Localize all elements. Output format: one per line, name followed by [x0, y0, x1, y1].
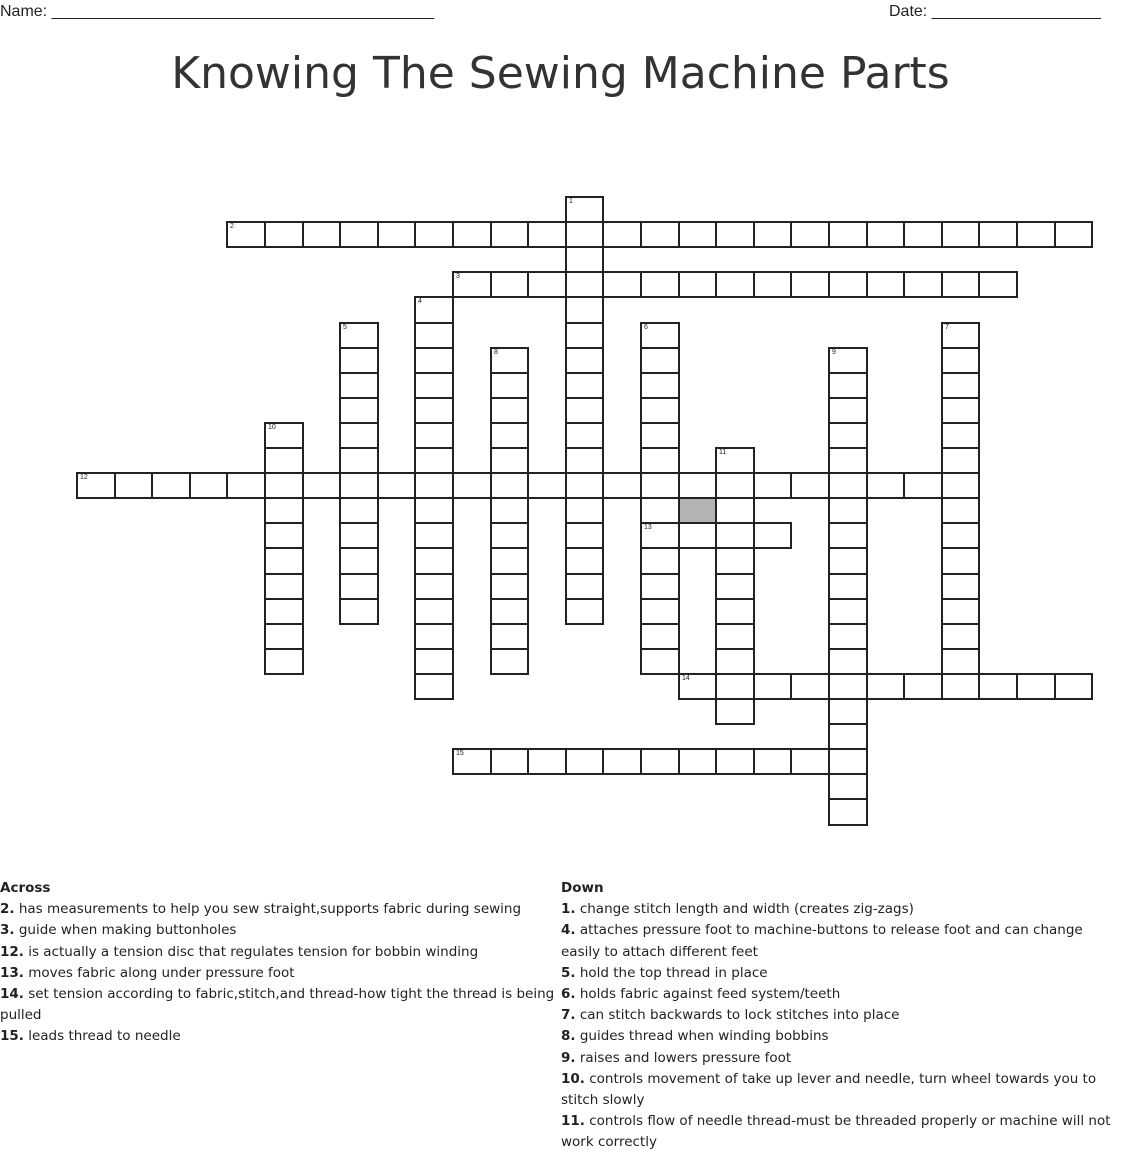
clue-item [561, 899, 1119, 920]
grid-cell[interactable] [941, 598, 980, 625]
clue-number: 11 [719, 449, 727, 456]
grid-cell[interactable] [302, 221, 341, 248]
grid-cell[interactable] [565, 573, 604, 600]
grid-cell[interactable] [565, 322, 604, 349]
grid-cell[interactable] [527, 271, 567, 298]
grid-cell[interactable] [1016, 673, 1056, 700]
clue-number: 9 [832, 349, 836, 356]
clue-number: 12 [80, 474, 88, 481]
grid-cell[interactable] [565, 246, 604, 273]
grid-cell[interactable] [452, 472, 492, 499]
grid-cell[interactable] [640, 547, 680, 575]
grid-cell[interactable] [640, 598, 680, 625]
clue-item-text: raises and lowers pressure foot [579, 1049, 792, 1066]
grid-cell[interactable] [828, 397, 868, 424]
grid-cell[interactable] [302, 472, 341, 499]
grid-cell[interactable] [490, 623, 529, 650]
page-title: Knowing The Sewing Machine Parts [171, 48, 950, 99]
grid-cell[interactable] [414, 497, 454, 524]
clue-item-text: controls flow of needle thread-must be threaded properly or machine will not work correctly [561, 1113, 1111, 1151]
grid-cell[interactable] [903, 271, 943, 298]
grid-cell[interactable] [941, 497, 980, 524]
grid-cell[interactable] [565, 748, 604, 775]
grid-cell[interactable] [640, 573, 680, 600]
clue-item-number: 7. [561, 1007, 576, 1024]
grid-cell[interactable] [414, 547, 454, 575]
grid-cell[interactable] [602, 472, 642, 499]
grid-cell[interactable] [490, 748, 529, 775]
grid-cell[interactable] [941, 623, 980, 650]
grid-cell[interactable] [941, 522, 980, 549]
grid-cell[interactable] [264, 472, 304, 499]
clue-number: 4 [418, 298, 422, 305]
grid-cell[interactable] [490, 422, 529, 449]
grid-cell[interactable] [490, 271, 529, 298]
grid-cell[interactable] [377, 221, 416, 248]
grid-cell[interactable] [678, 522, 717, 549]
clue-item-text: moves fabric along under pressure foot [28, 964, 295, 981]
grid-cell[interactable] [678, 271, 717, 298]
grid-cell[interactable] [753, 748, 792, 775]
grid-cell[interactable] [565, 447, 604, 474]
grid-cell[interactable] [715, 673, 755, 700]
grid-cell[interactable] [339, 573, 379, 600]
down-clues [561, 878, 1119, 1154]
grid-cell[interactable] [941, 447, 980, 474]
grid-cell[interactable] [866, 271, 905, 298]
grid-cell[interactable] [264, 547, 304, 575]
grid-cell[interactable] [339, 397, 379, 424]
clue-item-text: attaches pressure foot to machine-buttons to release foot and can change easily to attach different feet [561, 922, 1083, 960]
clue-item-text: guide when making buttonholes [18, 922, 237, 939]
grid-cell[interactable] [264, 598, 304, 625]
grid-cell[interactable] [339, 372, 379, 399]
grid-cell[interactable] [565, 598, 604, 625]
clue-item [0, 942, 560, 963]
grid-cell[interactable] [715, 698, 755, 725]
grid-cell[interactable] [226, 472, 266, 499]
clue-item [561, 1026, 1119, 1047]
grid-cell[interactable] [790, 271, 830, 298]
down-clue-list [561, 899, 1119, 1153]
clue-number: 7 [945, 324, 949, 331]
grid-cell[interactable] [828, 497, 868, 524]
clue-item-number: 11. [561, 1113, 585, 1130]
grid-cell[interactable] [414, 372, 454, 399]
grid-cell[interactable] [414, 296, 454, 324]
clue-item-text: has measurements to help you sew straight,supports fabric during sewing [18, 901, 522, 918]
clue-item [561, 1048, 1119, 1069]
clue-item-text: set tension according to fabric,stitch,and thread-how tight the thread is being pulled [0, 986, 555, 1024]
grid-cell[interactable] [414, 598, 454, 625]
grid-cell[interactable] [565, 372, 604, 399]
clue-number: 14 [682, 675, 690, 682]
grid-cell[interactable] [264, 573, 304, 600]
grid-cell[interactable] [1054, 221, 1093, 248]
grid-cell[interactable] [452, 221, 492, 248]
grid-cell[interactable] [828, 221, 868, 248]
grid-cell[interactable] [414, 648, 454, 675]
grid-cell[interactable] [565, 221, 604, 248]
grid-cell[interactable] [941, 347, 980, 374]
grid-cell[interactable] [339, 472, 379, 499]
grid-cell[interactable] [565, 296, 604, 324]
grid-cell[interactable] [866, 221, 905, 248]
clue-item-number: 10. [561, 1070, 585, 1087]
clue-number: 13 [644, 524, 652, 531]
grid-cell[interactable] [978, 673, 1018, 700]
grid-cell[interactable] [565, 522, 604, 549]
grid-cell[interactable] [114, 472, 153, 499]
clue-item-number: 8. [561, 1028, 576, 1045]
grid-cell[interactable] [414, 573, 454, 600]
grid-cell[interactable] [640, 372, 680, 399]
grid-cell[interactable] [490, 598, 529, 625]
grid-cell[interactable] [339, 347, 379, 374]
clue-number: 5 [343, 324, 347, 331]
grid-cell[interactable] [715, 522, 755, 549]
grid-cell[interactable] [264, 447, 304, 474]
name-field[interactable]: Name: ___________________________________________ [0, 3, 435, 20]
grid-cell[interactable] [565, 497, 604, 524]
grid-cell[interactable] [678, 221, 717, 248]
grid-cell[interactable] [715, 547, 755, 575]
grid-cell[interactable] [76, 472, 116, 499]
grid-cell[interactable] [715, 447, 755, 474]
grid-cell[interactable] [715, 748, 755, 775]
clue-item [0, 920, 560, 941]
grid-cell[interactable] [264, 522, 304, 549]
grid-cell[interactable] [527, 748, 567, 775]
grid-cell[interactable] [678, 748, 717, 775]
clue-number: 1 [569, 198, 573, 205]
grid-cell[interactable] [941, 322, 980, 349]
grid-cell[interactable] [490, 397, 529, 424]
grid-cell[interactable] [715, 271, 755, 298]
clue-item-number: 13. [0, 964, 24, 981]
grid-cell[interactable] [565, 397, 604, 424]
grid-cell[interactable] [828, 798, 868, 826]
clue-number: 8 [494, 349, 498, 356]
grid-cell[interactable] [414, 673, 454, 700]
grid-cell[interactable] [452, 271, 492, 298]
shaded-cell [678, 497, 717, 524]
grid-cell[interactable] [640, 522, 680, 549]
clue-item [561, 920, 1119, 962]
grid-cell[interactable] [828, 372, 868, 399]
grid-cell[interactable] [866, 673, 905, 700]
across-clues [0, 878, 560, 1048]
grid-cell[interactable] [339, 598, 379, 625]
grid-cell[interactable] [828, 773, 868, 800]
clue-item [0, 1026, 560, 1047]
clue-item-number: 12. [0, 943, 24, 960]
grid-cell[interactable] [1054, 673, 1093, 700]
grid-cell[interactable] [828, 598, 868, 625]
grid-cell[interactable] [490, 221, 529, 248]
grid-cell[interactable] [790, 221, 830, 248]
grid-cell[interactable] [226, 221, 266, 248]
grid-cell[interactable] [640, 347, 680, 374]
grid-cell[interactable] [414, 322, 454, 349]
clue-number: 2 [230, 223, 234, 230]
grid-cell[interactable] [264, 648, 304, 675]
grid-cell[interactable] [527, 472, 567, 499]
clue-item-text: is actually a tension disc that regulates tension for bobbin winding [28, 943, 479, 960]
clue-item [561, 1111, 1119, 1153]
grid-cell[interactable] [339, 547, 379, 575]
grid-cell[interactable] [602, 748, 642, 775]
grid-cell[interactable] [941, 221, 980, 248]
grid-cell[interactable] [339, 422, 379, 449]
grid-cell[interactable] [640, 472, 680, 499]
grid-cell[interactable] [414, 623, 454, 650]
grid-cell[interactable] [640, 422, 680, 449]
grid-cell[interactable] [941, 648, 980, 675]
grid-cell[interactable] [715, 623, 755, 650]
grid-cell[interactable] [790, 748, 830, 775]
grid-cell[interactable] [414, 397, 454, 424]
grid-cell[interactable] [490, 497, 529, 524]
grid-cell[interactable] [828, 547, 868, 575]
grid-cell[interactable] [640, 497, 680, 524]
down-heading: Down [561, 880, 604, 896]
clue-item [0, 963, 560, 984]
grid-cell[interactable] [151, 472, 191, 499]
grid-cell[interactable] [264, 623, 304, 650]
grid-cell[interactable] [828, 623, 868, 650]
grid-cell[interactable] [640, 221, 680, 248]
grid-cell[interactable] [640, 623, 680, 650]
grid-cell[interactable] [565, 196, 604, 223]
grid-cell[interactable] [452, 748, 492, 775]
grid-cell[interactable] [828, 723, 868, 750]
grid-cell[interactable] [264, 221, 304, 248]
grid-cell[interactable] [414, 447, 454, 474]
grid-cell[interactable] [828, 698, 868, 725]
grid-cell[interactable] [828, 748, 868, 775]
grid-cell[interactable] [640, 447, 680, 474]
grid-cell[interactable] [640, 271, 680, 298]
grid-cell[interactable] [339, 522, 379, 549]
grid-cell[interactable] [978, 271, 1018, 298]
grid-cell[interactable] [715, 598, 755, 625]
grid-cell[interactable] [828, 422, 868, 449]
grid-cell[interactable] [903, 221, 943, 248]
grid-cell[interactable] [339, 497, 379, 524]
grid-cell[interactable] [414, 422, 454, 449]
clue-item [561, 1069, 1119, 1111]
grid-cell[interactable] [828, 648, 868, 675]
grid-cell[interactable] [715, 573, 755, 600]
clue-number: 15 [456, 750, 464, 757]
grid-cell[interactable] [941, 397, 980, 424]
grid-cell[interactable] [828, 673, 868, 700]
clue-number: 10 [268, 424, 276, 431]
grid-cell[interactable] [828, 271, 868, 298]
grid-cell[interactable] [414, 221, 454, 248]
grid-cell[interactable] [565, 422, 604, 449]
clue-item-number: 14. [0, 986, 24, 1003]
date-field[interactable]: Date: ___________________ [889, 3, 1101, 20]
grid-cell[interactable] [527, 221, 567, 248]
grid-cell[interactable] [640, 748, 680, 775]
grid-cell[interactable] [715, 472, 755, 499]
clue-item [0, 899, 560, 920]
clue-item-number: 9. [561, 1049, 576, 1066]
clue-item-number: 1. [561, 901, 576, 918]
grid-cell[interactable] [264, 497, 304, 524]
grid-cell[interactable] [941, 372, 980, 399]
clue-item-number: 2. [0, 901, 15, 918]
grid-cell[interactable] [941, 573, 980, 600]
grid-cell[interactable] [715, 221, 755, 248]
grid-cell[interactable] [790, 472, 830, 499]
clue-item-number: 3. [0, 922, 15, 939]
grid-cell[interactable] [903, 472, 943, 499]
grid-cell[interactable] [715, 648, 755, 675]
clue-item-number: 5. [561, 964, 576, 981]
clue-number: 3 [456, 273, 460, 280]
across-heading: Across [0, 880, 51, 896]
grid-cell[interactable] [753, 271, 792, 298]
grid-cell[interactable] [828, 447, 868, 474]
clue-item-number: 4. [561, 922, 576, 939]
clue-item [561, 1005, 1119, 1026]
clue-item [0, 984, 560, 1026]
grid-cell[interactable] [602, 271, 642, 298]
grid-cell[interactable] [565, 271, 604, 298]
grid-cell[interactable] [978, 221, 1018, 248]
grid-cell[interactable] [490, 447, 529, 474]
grid-cell[interactable] [602, 221, 642, 248]
grid-cell[interactable] [490, 648, 529, 675]
grid-cell[interactable] [828, 347, 868, 374]
grid-cell[interactable] [678, 673, 717, 700]
grid-cell[interactable] [753, 472, 792, 499]
clue-item-text: hold the top thread in place [579, 964, 768, 981]
grid-cell[interactable] [828, 472, 868, 499]
grid-cell[interactable] [715, 497, 755, 524]
grid-cell[interactable] [640, 322, 680, 349]
grid-cell[interactable] [941, 472, 980, 499]
grid-cell[interactable] [490, 573, 529, 600]
grid-cell[interactable] [490, 547, 529, 575]
grid-cell[interactable] [790, 673, 830, 700]
grid-cell[interactable] [565, 347, 604, 374]
grid-cell[interactable] [866, 472, 905, 499]
grid-cell[interactable] [377, 472, 416, 499]
clue-item-text: leads thread to needle [28, 1028, 181, 1045]
clue-item [561, 984, 1119, 1005]
grid-cell[interactable] [565, 547, 604, 575]
clue-item-number: 15. [0, 1028, 24, 1045]
grid-cell[interactable] [264, 422, 304, 449]
grid-cell[interactable] [828, 522, 868, 549]
grid-cell[interactable] [678, 472, 717, 499]
grid-cell[interactable] [941, 673, 980, 700]
grid-cell[interactable] [941, 271, 980, 298]
grid-cell[interactable] [339, 447, 379, 474]
grid-cell[interactable] [490, 347, 529, 374]
clue-item-text: holds fabric against feed system/teeth [579, 986, 841, 1003]
grid-cell[interactable] [941, 422, 980, 449]
clue-item [561, 963, 1119, 984]
grid-cell[interactable] [339, 221, 379, 248]
grid-cell[interactable] [753, 221, 792, 248]
grid-cell[interactable] [490, 522, 529, 549]
grid-cell[interactable] [753, 522, 792, 549]
grid-cell[interactable] [941, 547, 980, 575]
grid-cell[interactable] [189, 472, 228, 499]
clue-item-text: guides thread when winding bobbins [579, 1028, 829, 1045]
clue-number: 6 [644, 324, 648, 331]
across-clue-list [0, 899, 560, 1047]
grid-cell[interactable] [339, 322, 379, 349]
grid-cell[interactable] [414, 347, 454, 374]
grid-cell[interactable] [640, 397, 680, 424]
clue-item-text: controls movement of take up lever and needle, turn wheel towards you to stitch slowly [561, 1070, 1097, 1109]
clue-item-text: change stitch length and width (creates zig-zags) [579, 901, 914, 918]
grid-cell[interactable] [1016, 221, 1056, 248]
grid-cell[interactable] [753, 673, 792, 700]
clue-item-text: can stitch backwards to lock stitches into place [579, 1007, 900, 1024]
grid-cell[interactable] [490, 472, 529, 499]
clue-item-number: 6. [561, 986, 576, 1003]
grid-cell[interactable] [565, 472, 604, 499]
grid-cell[interactable] [490, 372, 529, 399]
grid-cell[interactable] [903, 673, 943, 700]
grid-cell[interactable] [414, 472, 454, 499]
grid-cell[interactable] [640, 648, 680, 675]
grid-cell[interactable] [828, 573, 868, 600]
grid-cell[interactable] [414, 522, 454, 549]
